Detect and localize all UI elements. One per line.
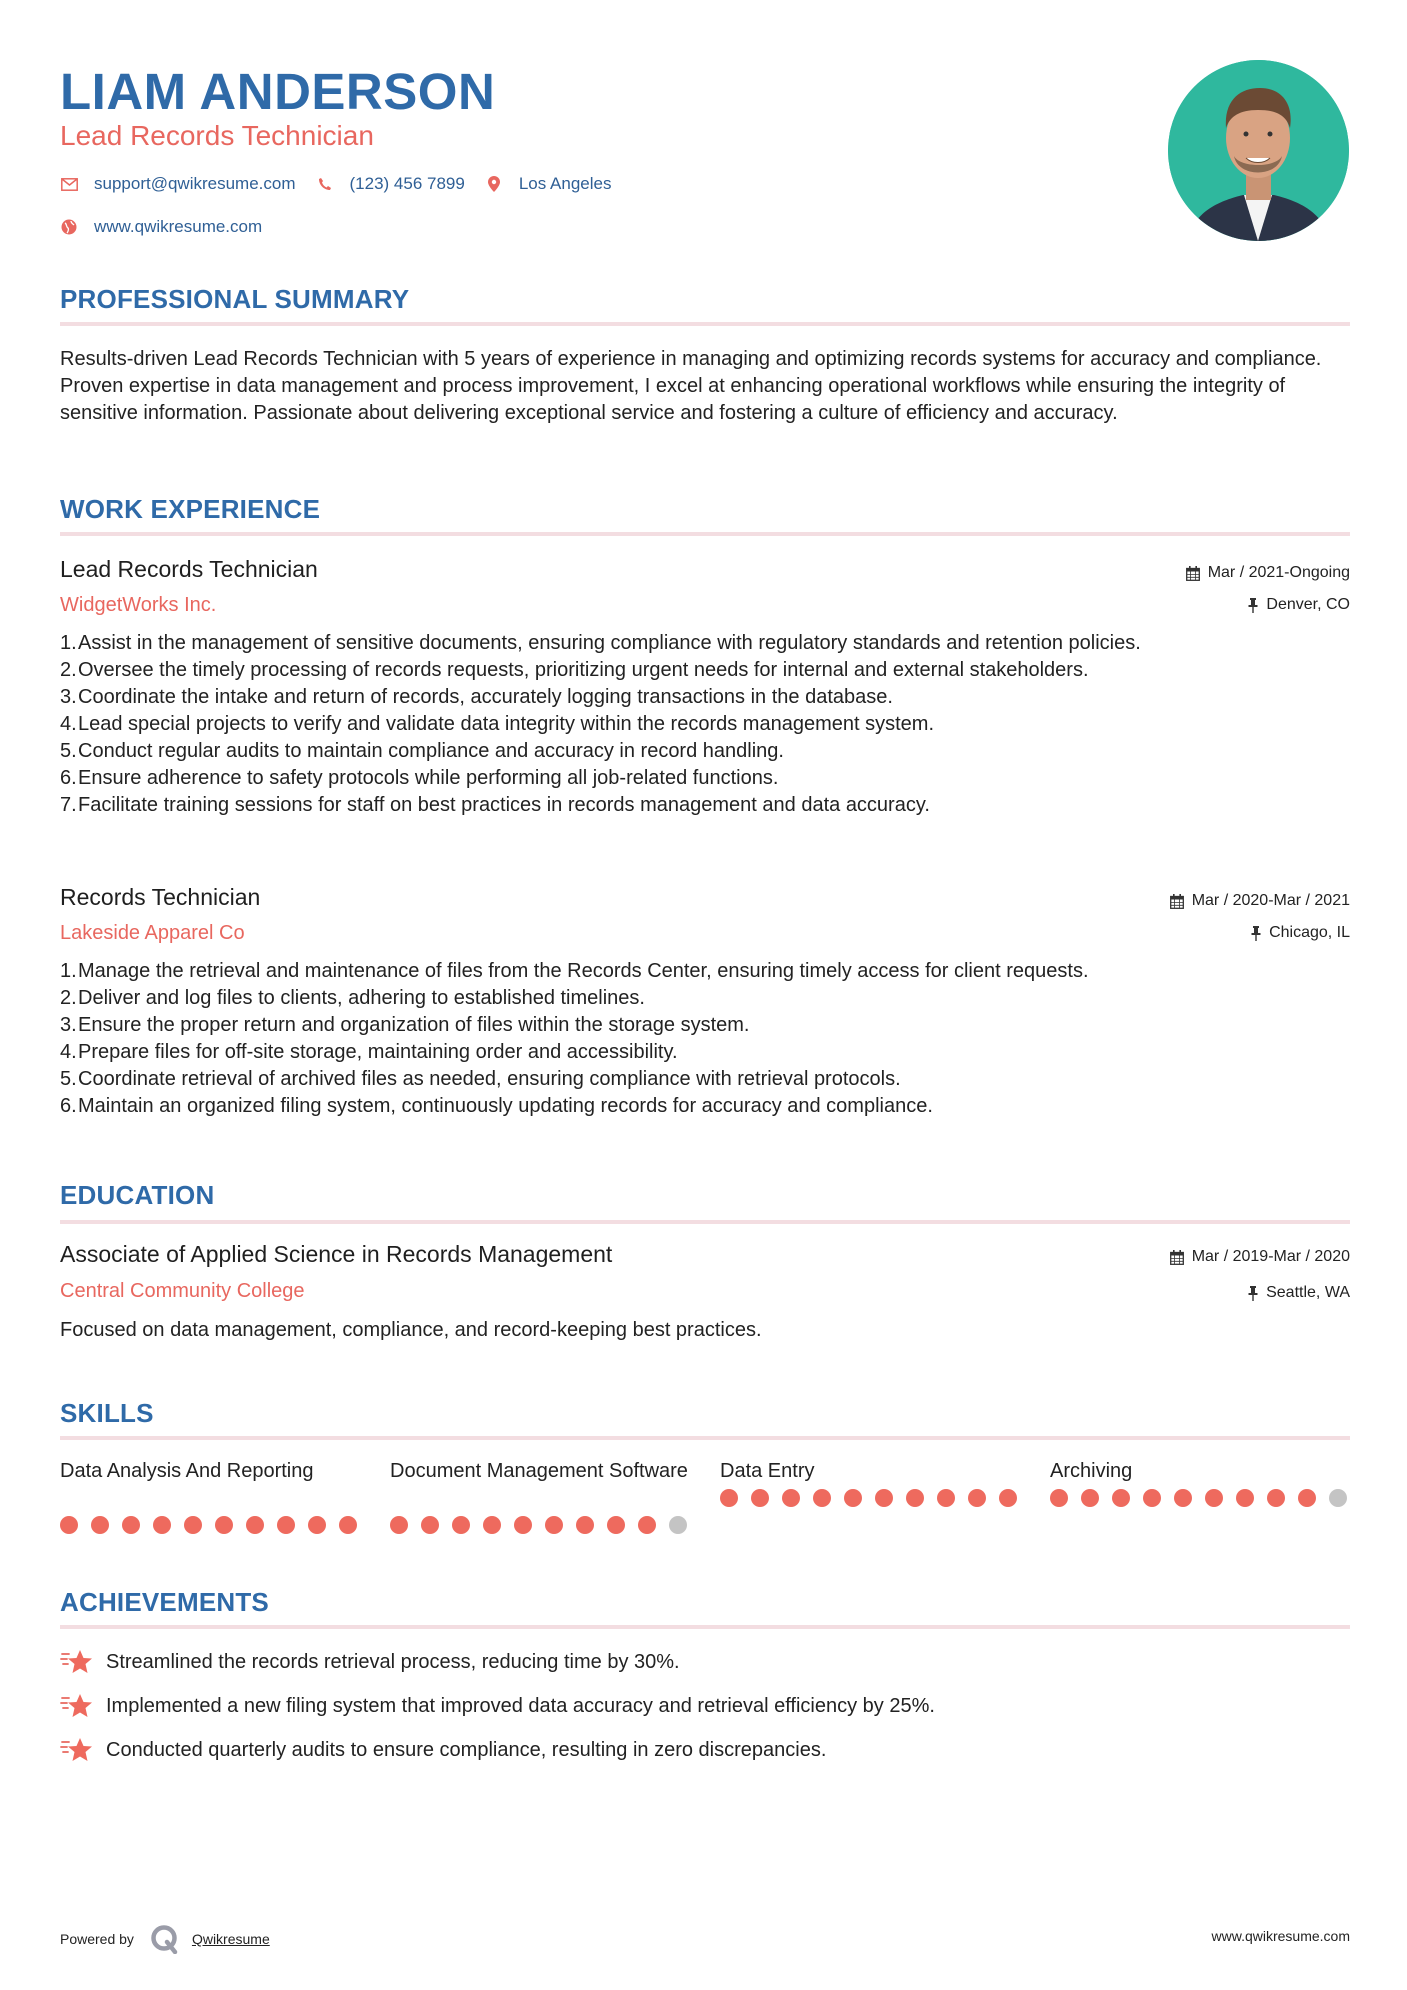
section-divider (60, 322, 1350, 326)
list-item: 6. Ensure adherence to safety protocols while performing all job-related functions. (60, 767, 779, 789)
contact-row-primary (60, 174, 631, 194)
rating-dot-filled (60, 1516, 78, 1534)
rating-dot-filled (782, 1489, 800, 1507)
section-title-achievements: ACHIEVEMENTS (60, 1587, 269, 1617)
rating-dot-filled (1112, 1489, 1130, 1507)
pushpin-icon (1248, 1286, 1258, 1301)
rating-dot-filled (1143, 1489, 1161, 1507)
section-divider (60, 1436, 1350, 1440)
section-title-experience: WORK EXPERIENCE (60, 494, 321, 524)
job-title: Records Technician (60, 884, 261, 910)
rating-dot-empty (1329, 1489, 1347, 1507)
rating-dot-filled (308, 1516, 326, 1534)
rating-dot-filled (1050, 1489, 1068, 1507)
achievement-item: Streamlined the records retrieval process, reducing time by 30%. (60, 1648, 680, 1676)
rating-dot-filled (339, 1516, 357, 1534)
envelope-icon (60, 175, 78, 193)
skill-rating (1050, 1489, 1350, 1507)
job-responsibilities (60, 958, 1355, 1120)
list-item: 1. Manage the retrieval and maintenance of files from the Records Center, ensuring timely access for client requests. (60, 960, 1089, 982)
star-icon (60, 1692, 94, 1720)
rating-dot-filled (576, 1516, 594, 1534)
rating-dot-filled (751, 1489, 769, 1507)
education-dates: Mar / 2019-Mar / 2020 (1170, 1248, 1350, 1266)
calendar-icon (1170, 1250, 1184, 1265)
rating-dot-filled (91, 1516, 109, 1534)
achievement-item: Conducted quarterly audits to ensure compliance, resulting in zero discrepancies. (60, 1736, 826, 1764)
rating-dot-filled (638, 1516, 656, 1534)
list-item: 4. Prepare files for off-site storage, maintaining order and accessibility. (60, 1041, 678, 1063)
list-item: 5. Conduct regular audits to maintain compliance and accuracy in record handling. (60, 740, 784, 762)
list-item: 6. Maintain an organized filing system, continuously updating records for accuracy and compliance. (60, 1095, 933, 1117)
section-title-skills: SKILLS (60, 1398, 154, 1428)
list-item: 3. Coordinate the intake and return of records, accurately logging transactions in the database. (60, 686, 893, 708)
rating-dot-filled (844, 1489, 862, 1507)
rating-dot-filled (720, 1489, 738, 1507)
skill-rating (390, 1516, 690, 1534)
education-description: Focused on data management, compliance, and record-keeping best practices. (60, 1319, 762, 1341)
skill-item (1050, 1458, 1350, 1507)
skill-name: Data Entry (720, 1460, 815, 1482)
globe-icon (60, 218, 78, 236)
candidate-name: LIAM ANDERSON (60, 63, 496, 120)
calendar-icon (1170, 894, 1184, 909)
rating-dot-filled (1298, 1489, 1316, 1507)
contact-row-secondary (60, 217, 282, 237)
job-dates: Mar / 2021-Ongoing (1186, 564, 1350, 582)
rating-dot-filled (875, 1489, 893, 1507)
qwikresume-logo-icon (150, 1924, 180, 1954)
job-title: Lead Records Technician (60, 556, 318, 582)
website-link[interactable]: www.qwikresume.com (94, 217, 263, 236)
skill-item (390, 1458, 690, 1534)
list-item: 4. Lead special projects to verify and validate data integrity within the records management system. (60, 713, 934, 735)
skill-item (720, 1458, 1020, 1507)
footer-website[interactable]: www.qwikresume.com (1211, 1928, 1350, 1944)
rating-dot-filled (421, 1516, 439, 1534)
skill-item (60, 1458, 360, 1534)
section-divider (60, 532, 1350, 536)
rating-dot-filled (999, 1489, 1017, 1507)
rating-dot-filled (390, 1516, 408, 1534)
section-divider (60, 1220, 1350, 1224)
rating-dot-filled (906, 1489, 924, 1507)
phone-number[interactable]: (123) 456 7899 (349, 174, 465, 193)
rating-dot-filled (1081, 1489, 1099, 1507)
rating-dot-filled (545, 1516, 563, 1534)
job-location: Denver, CO (1248, 596, 1350, 614)
section-divider (60, 1625, 1350, 1629)
location-text: Los Angeles (518, 174, 612, 193)
phone-icon (316, 175, 334, 193)
summary-text: Results-driven Lead Records Technician with 5 years of experience in managing and optimizing records systems for accuracy and compliance. Proven expertise in data management and process improvement, I excel at enhancing operational workflows while ensuring the integrity of sensitive information. Passionate about delivering exceptional service and fostering a culture of efficiency and accuracy. (60, 348, 1322, 424)
skill-name: Data Analysis And Reporting (60, 1460, 314, 1482)
star-icon (60, 1648, 94, 1676)
section-title-education: EDUCATION (60, 1180, 215, 1210)
pushpin-icon (1248, 598, 1258, 613)
list-item: 3. Ensure the proper return and organization of files within the storage system. (60, 1014, 750, 1036)
list-item: 5. Coordinate retrieval of archived files as needed, ensuring compliance with retrieval protocols. (60, 1068, 901, 1090)
list-item: 2. Deliver and log files to clients, adhering to established timelines. (60, 987, 645, 1009)
rating-dot-filled (607, 1516, 625, 1534)
list-item: 1. Assist in the management of sensitive documents, ensuring compliance with regulatory standards and retention policies. (60, 632, 1141, 654)
rating-dot-filled (184, 1516, 202, 1534)
profile-photo (1168, 60, 1349, 241)
degree-title: Associate of Applied Science in Records Management (60, 1241, 613, 1267)
school-name: Central Community College (60, 1280, 305, 1302)
skill-name: Archiving (1050, 1460, 1133, 1482)
email-link[interactable]: support@qwikresume.com (94, 174, 296, 193)
skill-rating (720, 1489, 1020, 1507)
list-item: 2. Oversee the timely processing of records requests, prioritizing urgent needs for internal and external stakeholders. (60, 659, 1089, 681)
section-title-summary: PROFESSIONAL SUMMARY (60, 284, 410, 314)
rating-dot-empty (669, 1516, 687, 1534)
rating-dot-filled (514, 1516, 532, 1534)
company-name: WidgetWorks Inc. (60, 594, 217, 616)
rating-dot-filled (1205, 1489, 1223, 1507)
rating-dot-filled (813, 1489, 831, 1507)
rating-dot-filled (452, 1516, 470, 1534)
rating-dot-filled (483, 1516, 501, 1534)
rating-dot-filled (122, 1516, 140, 1534)
star-icon (60, 1736, 94, 1764)
candidate-title: Lead Records Technician (60, 120, 374, 151)
footer-powered-by: Powered by Qwikresume (60, 1924, 270, 1954)
job-responsibilities (60, 630, 1355, 819)
list-item: 7. Facilitate training sessions for staff on best practices in records management and data accuracy. (60, 794, 930, 816)
rating-dot-filled (277, 1516, 295, 1534)
skill-rating (60, 1516, 360, 1534)
rating-dot-filled (1267, 1489, 1285, 1507)
rating-dot-filled (1236, 1489, 1254, 1507)
education-location: Seattle, WA (1248, 1284, 1350, 1302)
rating-dot-filled (246, 1516, 264, 1534)
achievement-item: Implemented a new filing system that improved data accuracy and retrieval efficiency by 25%. (60, 1692, 935, 1720)
job-dates: Mar / 2020-Mar / 2021 (1170, 892, 1350, 910)
job-location: Chicago, IL (1251, 924, 1350, 942)
map-pin-icon (485, 175, 503, 193)
rating-dot-filled (937, 1489, 955, 1507)
skill-name: Document Management Software (390, 1460, 688, 1482)
rating-dot-filled (153, 1516, 171, 1534)
rating-dot-filled (1174, 1489, 1192, 1507)
qwikresume-link[interactable]: Qwikresume (191, 1931, 270, 1947)
pushpin-icon (1251, 926, 1261, 941)
calendar-icon (1186, 566, 1200, 581)
rating-dot-filled (215, 1516, 233, 1534)
rating-dot-filled (968, 1489, 986, 1507)
company-name: Lakeside Apparel Co (60, 922, 245, 944)
